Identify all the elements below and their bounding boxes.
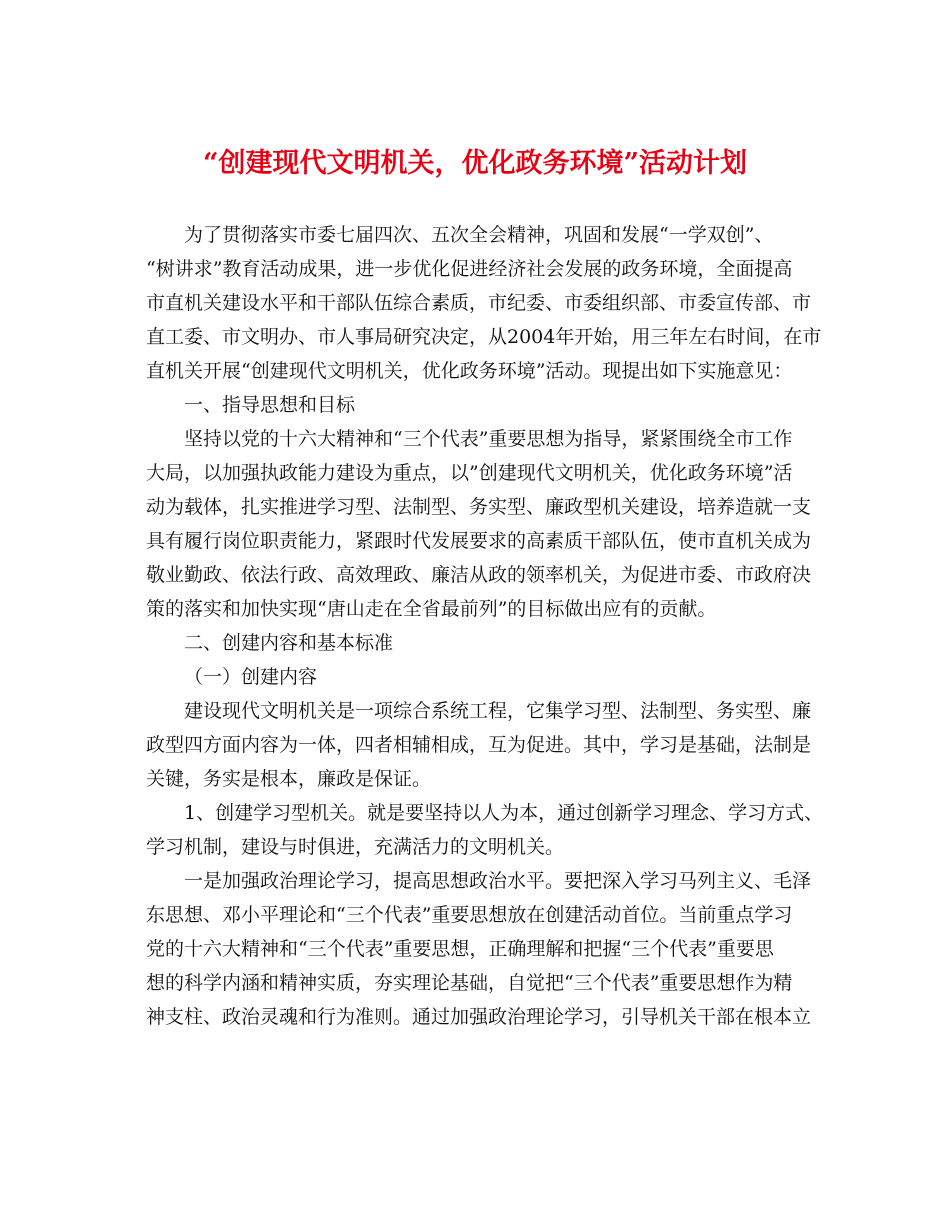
paragraph-line: 市直机关建设水平和干部队伍综合素质，市纪委、市委组织部、市委宣传部、市 (146, 292, 812, 314)
paragraph-line: 敬业勤政、依法行政、高效理政、廉洁从政的领率机关，为促进市委、市政府决 (146, 564, 812, 586)
paragraph (146, 422, 812, 626)
paragraph-line: 想的科学内涵和精神实质，夯实理论基础，自觉把“三个代表”重要思想作为精 (146, 972, 793, 994)
paragraph-line: 1、创建学习型机关。就是要坚持以人为本，通过创新学习理念、学习方式、 (184, 802, 824, 824)
paragraph-line: “树讲求”教育活动成果，进一步优化促进经济社会发展的政务环境，全面提高 (146, 258, 793, 280)
paragraph-line: 建设现代文明机关是一项综合系统工程，它集学习型、法制型、务实型、廉 (184, 700, 812, 722)
paragraph-line: 东思想、邓小平理论和“三个代表”重要思想放在创建活动首位。当前重点学习 (146, 904, 793, 926)
paragraph (146, 660, 806, 694)
paragraph-line: 一是加强政治理论学习，提高思想政治水平。要把深入学习马列主义、毛泽 (184, 870, 812, 892)
paragraph-line: 坚持以党的十六大精神和“三个代表”重要思想为指导，紧紧围绕全市工作 (184, 428, 793, 450)
paragraph-line: 政型四方面内容为一体，四者相辅相成，互为促进。其中，学习是基础，法制是 (146, 734, 812, 756)
paragraph-line: 大局，以加强执政能力建设为重点，以”创建现代文明机关，优化政务环境”活 (146, 462, 793, 484)
paragraph-line: 动为载体，扎实推进学习型、法制型、务实型、廉政型机关建设，培养造就一支 (146, 496, 812, 518)
paragraph (146, 694, 812, 796)
paragraph (146, 388, 806, 422)
paragraph-line: 二、创建内容和基本标准 (184, 632, 394, 654)
paragraph-line: 神支柱、政治灵魂和行为准则。通过加强政治理论学习，引导机关干部在根本立 (146, 1006, 812, 1028)
paragraph-line: 为了贯彻落实市委七届四次、五次全会精神，巩固和发展“一学双创”、 (184, 224, 774, 246)
document-body (146, 218, 824, 1034)
paragraph (146, 218, 822, 388)
paragraph (146, 626, 806, 660)
paragraph-line: 直机关开展“创建现代文明机关，优化政务环境”活动。现提出如下实施意见： (146, 360, 793, 382)
paragraph (146, 864, 812, 1034)
paragraph-line: 关键，务实是根本，廉政是保证。 (146, 768, 432, 790)
document-title: “创建现代文明机关，优化政务环境”活动计划 (202, 148, 748, 179)
paragraph-line: （一）创建内容 (184, 666, 318, 688)
paragraph-line: 学习机制，建设与时俱进，充满活力的文明机关。 (146, 836, 565, 858)
paragraph-line: 直工委、市文明办、市人事局研究决定，从2004年开始，用三年左右时间，在市 (146, 326, 822, 348)
paragraph-line: 策的落实和加快实现“唐山走在全省最前列”的目标做出应有的贡献。 (146, 598, 717, 620)
paragraph-line: 一、指导思想和目标 (184, 394, 356, 416)
paragraph-line: 党的十六大精神和“三个代表”重要思想，正确理解和把握“三个代表”重要思 (146, 938, 774, 960)
paragraph-line: 具有履行岗位职责能力，紧跟时代发展要求的高素质干部队伍，使市直机关成为 (146, 530, 812, 552)
paragraph (146, 796, 824, 864)
